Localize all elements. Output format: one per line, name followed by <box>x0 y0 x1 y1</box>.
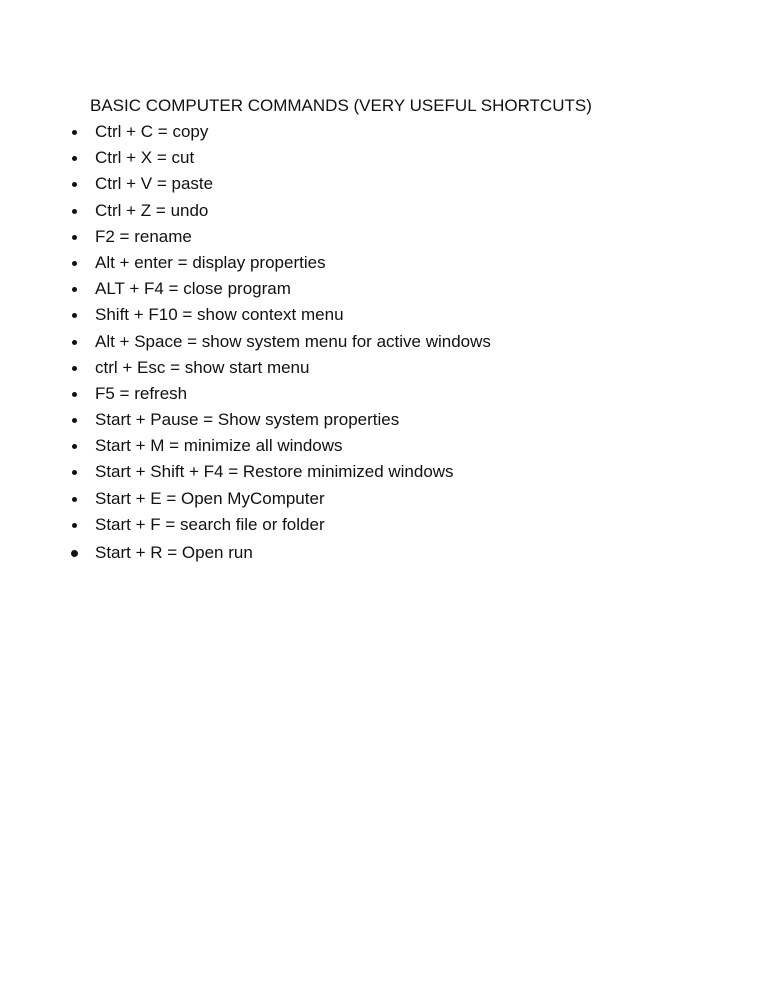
bullet-icon <box>72 287 77 292</box>
bullet-icon <box>72 444 77 449</box>
list-item-text: Start + F = search file or folder <box>95 514 325 534</box>
bullet-icon <box>72 261 77 266</box>
bullet-icon <box>72 313 77 318</box>
list-item-text: Ctrl + V = paste <box>95 174 214 194</box>
list-item-text: Start + R = Open run <box>95 543 253 562</box>
bullet-icon <box>72 209 77 214</box>
list-item-text: Start + E = Open MyComputer <box>95 488 325 508</box>
document-title: BASIC COMPUTER COMMANDS (VERY USEFUL SHORTCUTS) <box>90 96 592 115</box>
bullet-icon <box>72 392 77 397</box>
list-item-text: ALT + F4 = close program <box>95 279 291 299</box>
bullet-icon <box>72 366 77 371</box>
list-item-text: Ctrl + X = cut <box>95 148 195 168</box>
list-item-text: Ctrl + Z = undo <box>95 200 209 220</box>
list-item-text: F2 = rename <box>95 226 192 246</box>
list-item-text: Alt + Space = show system menu for active windows <box>95 331 491 351</box>
list-item-text: ctrl + Esc = show start menu <box>95 357 310 377</box>
bullet-icon <box>72 340 77 345</box>
list-item-text: Start + Pause = Show system properties <box>95 410 400 430</box>
bullet-icon <box>72 182 77 187</box>
list-item-text: Shift + F10 = show context menu <box>95 305 344 325</box>
list-item-text: Start + Shift + F4 = Restore minimized windows <box>95 462 454 482</box>
list-item-text: Alt + enter = display properties <box>95 252 326 272</box>
bullet-icon <box>72 418 77 423</box>
list-item-text: F5 = refresh <box>95 383 188 403</box>
bullet-icon <box>71 550 78 557</box>
bullet-icon <box>72 470 77 475</box>
bullet-icon <box>72 130 77 135</box>
bullet-icon <box>72 156 77 161</box>
bullet-icon <box>72 235 77 240</box>
list-item-text: Start + M = minimize all windows <box>95 436 343 456</box>
list-item-text: Ctrl + C = copy <box>95 122 209 141</box>
bullet-icon <box>72 497 77 502</box>
bullet-icon <box>72 523 77 528</box>
